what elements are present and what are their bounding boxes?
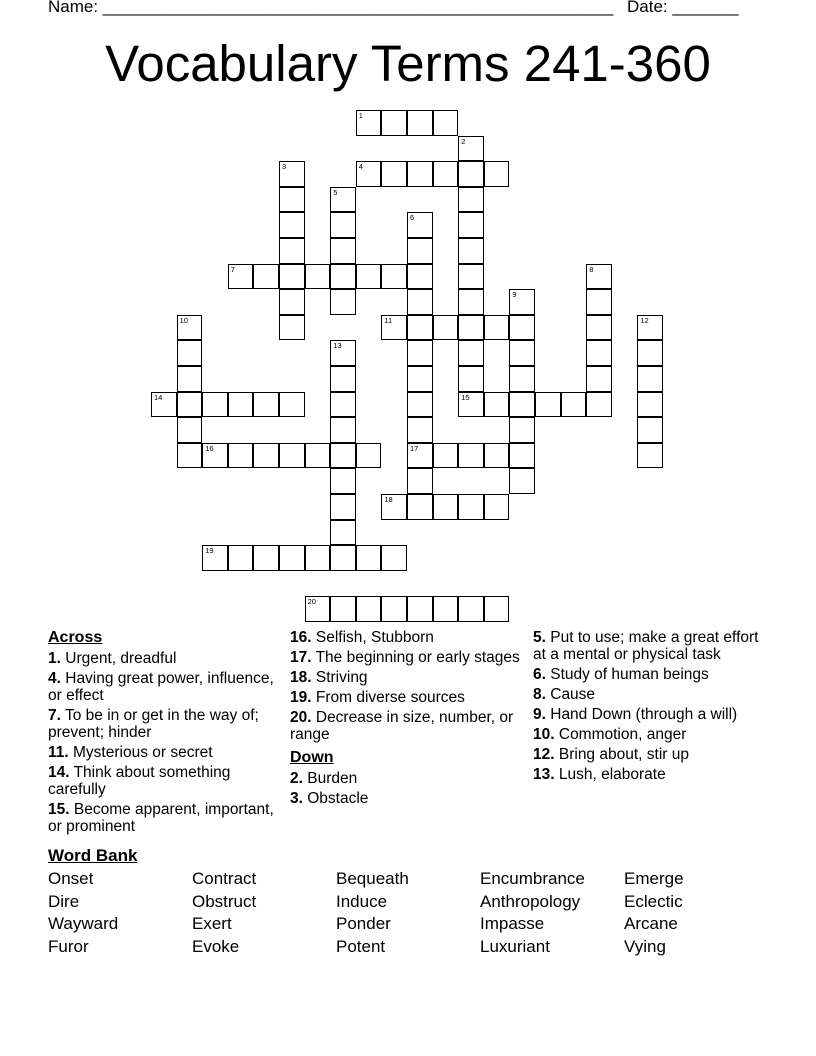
clue-item: 10. Commotion, anger [533,726,687,743]
clue-number: 17 [410,443,419,453]
crossword-cell[interactable] [458,596,484,622]
crossword-cell[interactable] [458,187,484,213]
word-bank-word: Luxuriant [480,936,550,956]
crossword-cell[interactable] [407,417,433,443]
clue-number: 7 [230,264,235,274]
clue-item: 14. Think about something carefully [48,764,231,798]
word-bank-word: Vying [624,936,666,956]
crossword-cell[interactable] [484,443,510,469]
crossword-cell[interactable] [279,161,305,187]
crossword-cell[interactable] [330,417,356,443]
crossword-cell[interactable] [484,161,510,187]
crossword-cell[interactable] [407,468,433,494]
word-bank-heading: Word Bank [48,846,138,865]
crossword-cell[interactable] [356,545,382,571]
clue-number: 10. [533,726,555,743]
clue-item: 13. Lush, elaborate [533,766,666,783]
word-bank-word: Exert [192,914,232,933]
crossword-cell[interactable] [381,110,407,136]
name-field-label: Name: ______________________________________________________ [48,0,614,16]
crossword-cell[interactable] [356,161,382,187]
crossword-cell[interactable] [330,187,356,213]
clue-number: 12 [640,315,649,325]
crossword-cell[interactable] [177,340,203,366]
clue-number: 14. [48,764,70,781]
crossword-cell[interactable] [177,443,203,469]
word-bank-word: Onset [48,869,94,888]
word-bank-word: Contract [192,869,257,888]
crossword-cell[interactable] [637,417,663,443]
clue-number: 11 [384,315,393,325]
crossword-cell[interactable] [279,187,305,213]
crossword-cell[interactable] [279,392,305,418]
clue-number: 14 [154,392,163,402]
crossword-cell[interactable] [279,238,305,264]
across-heading: Across [48,629,103,646]
crossword-cell[interactable] [253,392,279,418]
crossword-cell[interactable] [586,392,612,418]
crossword-cell[interactable] [253,443,279,469]
crossword-cell[interactable] [202,443,228,469]
clue-number: 9 [512,290,517,300]
crossword-cell[interactable] [458,264,484,290]
crossword-cell[interactable] [279,264,305,290]
clue-number: 7. [48,707,61,724]
crossword-cell[interactable] [637,366,663,392]
crossword-cell[interactable] [433,110,459,136]
word-bank-word: Ponder [336,914,391,933]
crossword-cell[interactable] [637,443,663,469]
clue-number: 12. [533,746,555,763]
crossword-cell[interactable] [458,289,484,315]
crossword-cell[interactable] [356,596,382,622]
crossword-cell[interactable] [177,417,203,443]
crossword-cell[interactable] [305,596,331,622]
clue-item: 8. Cause [533,686,596,703]
crossword-cell[interactable] [458,136,484,162]
crossword-cell[interactable] [407,238,433,264]
crossword-cell[interactable] [330,238,356,264]
clue-item: 1. Urgent, dreadful [48,650,177,667]
crossword-cell[interactable] [407,494,433,520]
crossword-cell[interactable] [381,264,407,290]
crossword-cell[interactable] [407,340,433,366]
crossword-cell[interactable] [484,315,510,341]
crossword-cell[interactable] [433,315,459,341]
clue-item: 9. Hand Down (through a will) [533,706,738,723]
crossword-cell[interactable] [381,545,407,571]
crossword-cell[interactable] [509,443,535,469]
crossword-cell[interactable] [407,161,433,187]
crossword-cell[interactable] [279,315,305,341]
crossword-cell[interactable] [458,366,484,392]
clue-item: 5. Put to use; make a great effort at a mental or physical task [533,629,759,663]
crossword-cell[interactable] [535,392,561,418]
crossword-cell[interactable] [330,545,356,571]
clue-number: 18 [384,495,393,504]
date-field-label: Date: _______ [627,0,739,16]
crossword-cell[interactable] [330,520,356,546]
clue-item: 16. Selfish, Stubborn [290,629,434,646]
crossword-cell[interactable] [177,392,203,418]
clue-number: 3 [282,162,287,172]
crossword-cell[interactable] [586,264,612,290]
crossword-cell[interactable] [458,238,484,264]
word-bank-word: Anthropology [480,891,581,911]
crossword-cell[interactable] [637,392,663,418]
crossword-cell[interactable] [305,545,331,571]
crossword-cell[interactable] [407,315,433,341]
crossword-cell[interactable] [407,443,433,469]
crossword-cell[interactable] [330,264,356,290]
clue-number: 6 [410,213,415,223]
crossword-cell[interactable] [228,443,254,469]
crossword-cell[interactable] [305,264,331,290]
clue-item: 2. Burden [290,770,358,787]
clue-number: 16. [290,629,312,646]
clue-item: 12. Bring about, stir up [533,746,689,763]
crossword-cell[interactable] [279,443,305,469]
crossword-cell[interactable] [330,340,356,366]
clues-column-3 [533,629,763,786]
crossword-cell[interactable] [381,494,407,520]
word-bank-column [480,868,585,958]
clue-number: 10 [179,315,188,325]
clue-item: 18. Striving [290,669,368,686]
word-bank-word: Eclectic [624,891,683,911]
crossword-cell[interactable] [202,392,228,418]
clues-column-1 [48,629,278,838]
crossword-cell[interactable] [509,417,535,443]
crossword-cell[interactable] [509,392,535,418]
word-bank-word: Furor [48,936,89,956]
crossword-cell[interactable] [381,596,407,622]
crossword-cell[interactable] [356,264,382,290]
crossword-cell[interactable] [458,161,484,187]
crossword-cell[interactable] [407,366,433,392]
clue-number: 18. [290,669,312,686]
clue-number: 19 [205,546,214,556]
page-title: Vocabulary Terms 241-360 [105,35,711,92]
crossword-cell[interactable] [509,366,535,392]
word-bank-word: Obstruct [192,891,257,911]
crossword-cell[interactable] [177,366,203,392]
crossword-cell[interactable] [484,596,510,622]
word-bank-word: Bequeath [336,869,409,888]
word-bank-column [192,868,256,958]
crossword-cell[interactable] [305,443,331,469]
word-bank-column [624,868,684,958]
crossword-cell[interactable] [330,443,356,469]
crossword-cell[interactable] [330,468,356,494]
clue-item: 11. Mysterious or secret [48,744,213,761]
crossword-cell[interactable] [330,289,356,315]
clue-number: 13. [533,766,555,783]
crossword-cell[interactable] [151,392,177,418]
clue-number: 2. [290,770,303,787]
clue-number: 2 [461,136,466,146]
crossword-cell[interactable] [407,212,433,238]
clue-number: 15 [461,392,470,402]
clue-number: 5. [533,629,546,646]
crossword-cell[interactable] [458,315,484,341]
clue-number: 11. [48,744,69,761]
word-bank-word: Encumbrance [480,869,585,888]
crossword-cell[interactable] [433,494,459,520]
crossword-cell[interactable] [433,596,459,622]
clue-number: 8 [589,264,594,274]
crossword-cell[interactable] [356,110,382,136]
word-bank-word: Impasse [480,914,545,933]
crossword-cell[interactable] [407,110,433,136]
word-bank-word: Emerge [624,869,684,888]
crossword-cell[interactable] [458,443,484,469]
crossword-cell[interactable] [509,315,535,341]
clue-item: 20. Decrease in size, number, or range [290,709,514,743]
crossword-cell[interactable] [279,545,305,571]
clue-number: 15. [48,801,70,818]
crossword-cell[interactable] [202,545,228,571]
word-bank-word: Potent [336,936,386,956]
crossword-cell[interactable] [228,392,254,418]
clue-number: 9. [533,706,546,723]
crossword-cell[interactable] [407,392,433,418]
crossword-cell[interactable] [279,212,305,238]
clue-item: 17. The beginning or early stages [290,649,520,666]
crossword-cell[interactable] [407,289,433,315]
crossword-cell[interactable] [586,289,612,315]
crossword-cell[interactable] [509,289,535,315]
word-bank-word: Induce [336,891,388,911]
crossword-cell[interactable] [433,161,459,187]
clue-number: 8. [533,686,546,703]
word-bank-word: Evoke [192,936,240,956]
clue-number: 19. [290,689,312,706]
clue-number: 16 [205,443,214,453]
down-heading: Down [290,749,334,766]
crossword-cell[interactable] [637,315,663,341]
crossword-cell[interactable] [330,494,356,520]
clue-number: 4. [48,670,61,687]
crossword-cell[interactable] [561,392,587,418]
word-bank-word: Dire [48,891,80,911]
word-bank-word: Wayward [48,914,119,933]
crossword-cell[interactable] [279,289,305,315]
clue-number: 20. [290,709,312,726]
clue-item: 6. Study of human beings [533,666,709,683]
clue-item: 3. Obstacle [290,790,369,807]
clue-number: 1. [48,650,61,667]
clue-number: 5 [333,187,338,197]
clue-number: 13 [333,341,342,351]
crossword-cell[interactable] [253,264,279,290]
clue-number: 3. [290,790,303,807]
crossword-cell[interactable] [509,468,535,494]
clue-number: 1 [358,111,363,120]
crossword-cell[interactable] [637,340,663,366]
crossword-cell[interactable] [407,596,433,622]
crossword-cell[interactable] [586,315,612,341]
word-bank-word: Arcane [624,914,678,933]
crossword-cell[interactable] [253,545,279,571]
crossword-cell[interactable] [381,161,407,187]
crossword-cell[interactable] [330,392,356,418]
crossword-cell[interactable] [586,340,612,366]
clue-item: 15. Become apparent, important, or prominent [48,801,274,835]
crossword-cell[interactable] [356,443,382,469]
crossword-cell[interactable] [484,494,510,520]
crossword-cell[interactable] [458,212,484,238]
clue-number: 6. [533,666,546,683]
clues-column-2 [290,629,520,810]
crossword-cell[interactable] [228,545,254,571]
clue-number: 20 [307,597,316,607]
crossword-cell[interactable] [177,315,203,341]
crossword-cell[interactable] [330,212,356,238]
crossword-cell[interactable] [458,392,484,418]
word-bank-column [48,868,118,958]
word-bank-column [336,868,409,958]
crossword-cell[interactable] [509,340,535,366]
clue-item: 19. From diverse sources [290,689,465,706]
crossword-cell[interactable] [330,366,356,392]
crossword-cell[interactable] [458,340,484,366]
clue-number: 4 [358,162,363,172]
clue-number: 17. [290,649,312,666]
crossword-cell[interactable] [228,264,254,290]
crossword-cell[interactable] [433,443,459,469]
crossword-cell[interactable] [458,494,484,520]
crossword-cell[interactable] [381,315,407,341]
clue-item: 7. To be in or get in the way of; prevent; hinder [48,707,259,741]
crossword-cell[interactable] [407,264,433,290]
clue-item: 4. Having great power, influence, or effect [48,670,274,704]
crossword-cell[interactable] [330,596,356,622]
crossword-cell[interactable] [586,366,612,392]
crossword-cell[interactable] [484,392,510,418]
